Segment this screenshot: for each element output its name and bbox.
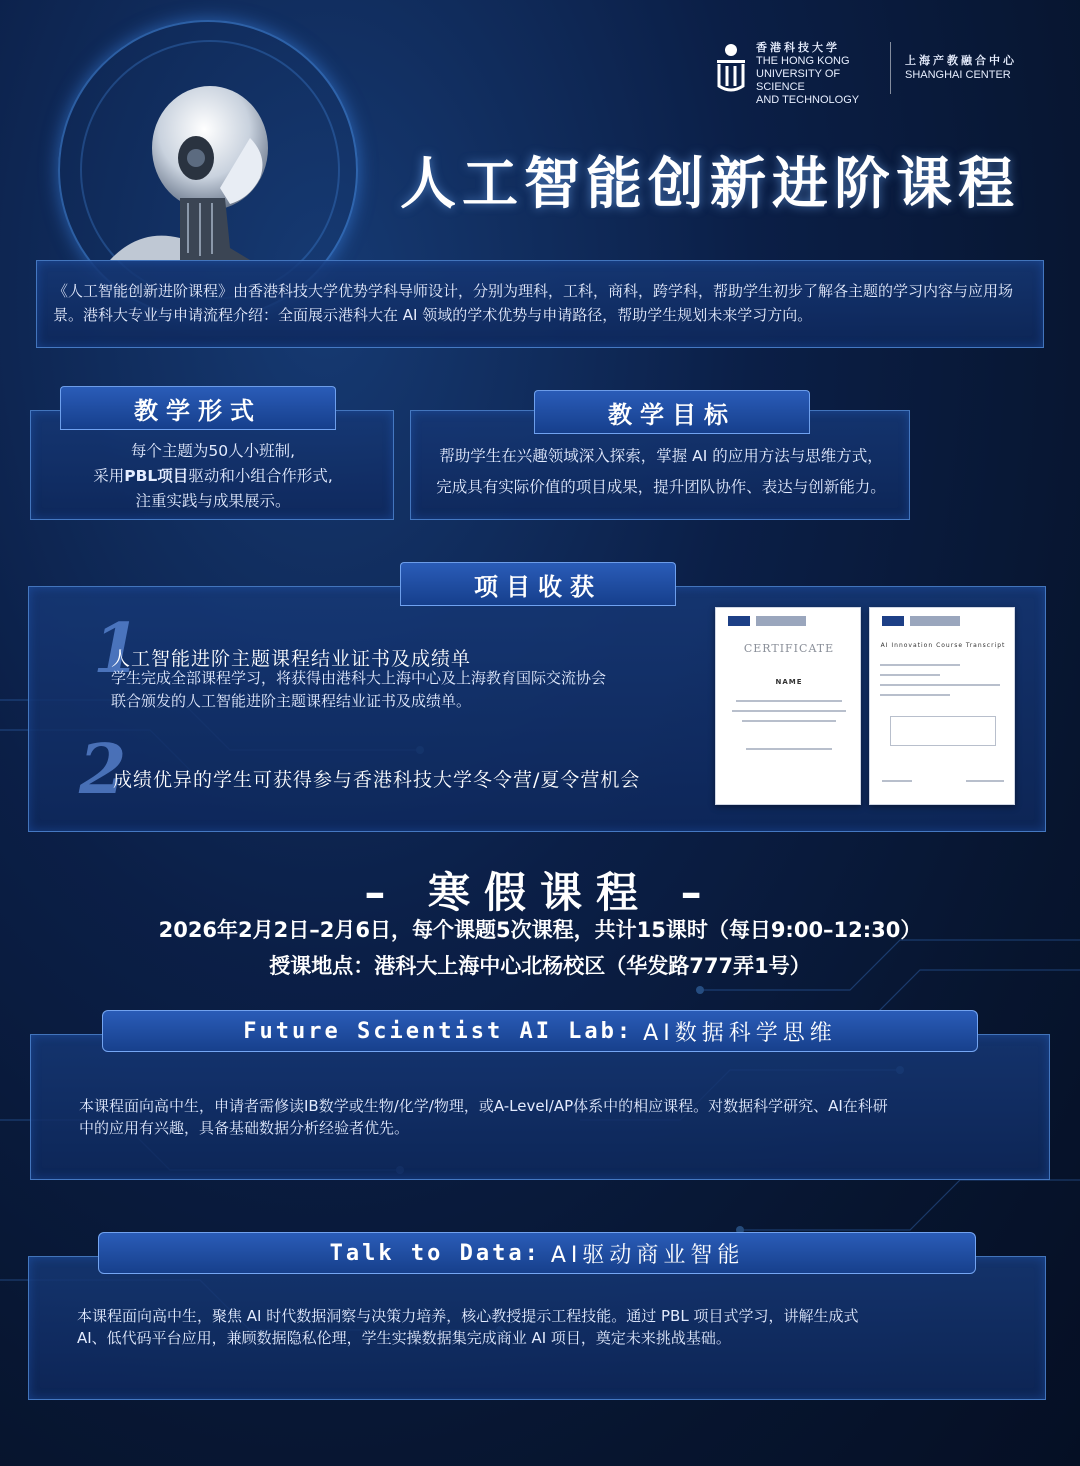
gains-panel (28, 586, 1046, 832)
gains-tab: 项目收获 (400, 562, 676, 606)
course1-desc: 本课程面向高中生，申请者需修读IB数学或生物/化学/物理，或A-Level/AP体系中的相应课程。对数据科学研究、AI在科研中的应用有兴趣，具备基础数据分析经验者优先。 (79, 1097, 888, 1137)
transcript-line (882, 780, 912, 782)
course2-desc: 本课程面向高中生，聚焦 AI 时代数据洞察与决策力培养，核心教授提示工程技能。通过 PBL 项目式学习，讲解生成式 AI、低代码平台应用，兼顾数据隐私伦理，学生实操数据集完成商业 AI 项目，奠定未来挑战基础。 (77, 1307, 859, 1347)
cert-line (732, 710, 846, 712)
hkust-en-line3: AND TECHNOLOGY (756, 94, 860, 106)
logo-divider (890, 42, 891, 94)
center-en-name: SHANGHAI CENTER (905, 69, 1011, 81)
hkust-name (756, 42, 886, 107)
transcript-line (880, 684, 1000, 686)
transcript-line (880, 664, 960, 666)
teaching-goal-text (411, 441, 911, 503)
teaching-goal-line2: 完成具有实际价值的项目成果，提升团队协作、表达与创新能力。 (436, 478, 886, 496)
teaching-goal-tab: 教学目标 (534, 390, 810, 434)
transcript-title: AI Innovation Course Transcript (880, 642, 1006, 649)
course1-title-en: Future Scientist AI Lab: (243, 1018, 634, 1044)
cert-line (742, 720, 836, 722)
item1-title: 人工智能进阶主题课程结业证书及成绩单 (111, 648, 472, 670)
transcript-logo-2 (910, 616, 960, 626)
teaching-format-line3: 注重实践与成果展示。 (135, 492, 291, 510)
intro-panel (36, 260, 1044, 348)
cert-line (736, 700, 842, 702)
cert-logo (728, 616, 750, 626)
winter-location: 授课地点：港科大上海中心北杨校区（华发路777弄1号） (269, 954, 811, 978)
page-title: 人工智能创新进阶课程 (400, 152, 1020, 217)
course1-title-cn: AI数据科学思维 (643, 1020, 837, 1046)
course2-panel (28, 1256, 1046, 1400)
item2-number: 2 (79, 730, 127, 810)
center-cn-name: 上海产教融合中心 (905, 55, 1017, 67)
shanghai-center-name (905, 42, 1017, 82)
teaching-format-tab: 教学形式 (60, 386, 336, 430)
teaching-format-line2-bold: PBL项目 (124, 467, 189, 485)
teaching-format-line2-post: 驱动和小组合作形式, (188, 467, 333, 485)
course2-tab (98, 1232, 976, 1274)
item1-desc (111, 667, 711, 713)
item1-desc-line2: 联合颁发的人工智能进阶主题课程结业证书及成绩单。 (111, 692, 472, 710)
transcript-image (869, 607, 1015, 805)
hkust-emblem-icon (714, 42, 748, 94)
teaching-format-line2-pre: 采用 (93, 467, 125, 485)
transcript-table (890, 716, 996, 746)
course1-panel (30, 1034, 1050, 1180)
transcript-line (880, 694, 950, 696)
transcript-line (880, 674, 940, 676)
course2-title-en: Talk to Data: (329, 1240, 541, 1266)
item1-desc-line1: 学生完成全部课程学习，将获得由港科大上海中心及上海教育国际交流协会 (111, 669, 607, 687)
course2-title-cn: AI驱动商业智能 (550, 1242, 745, 1268)
header-logos (714, 42, 1054, 106)
winter-course-title: – 寒假课程 – (364, 868, 716, 917)
hkust-cn-name: 香港科技大学 (756, 42, 840, 54)
teaching-format-line1: 每个主题为50人小班制, (130, 442, 296, 460)
cert-line (746, 748, 832, 750)
robot-illustration (100, 78, 280, 260)
intro-text: 《人工智能创新进阶课程》由香港科技大学优势学科导师设计，分别为理科，工科，商科，跨学科，帮助学生初步了解各主题的学习内容与应用场景。港科大专业与申请流程介绍：全面展示港科大在 AI 领域的学术优势与申请路径，帮助学生规划未来学习方向。 (53, 282, 1014, 324)
teaching-format-line2 (31, 464, 395, 489)
item1-number: 1 (93, 609, 141, 689)
course1-tab (102, 1010, 978, 1052)
hkust-en-line2: UNIVERSITY OF SCIENCE (756, 68, 841, 93)
hkust-en-line1: THE HONG KONG (756, 55, 850, 67)
certificate-image (715, 607, 861, 805)
cert-logo-2 (756, 616, 806, 626)
item2-title: 成绩优异的学生可获得参与香港科技大学冬令营/夏令营机会 (113, 769, 641, 791)
cert-name: NAME (775, 678, 803, 686)
cert-title: CERTIFICATE (743, 642, 835, 655)
teaching-format-text (31, 439, 395, 514)
winter-schedule: 2026年2月2日–2月6日，每个课题5次课程，共计15课时（每日9:00–12:30） (158, 918, 922, 942)
transcript-line (966, 780, 1004, 782)
teaching-goal-line1: 帮助学生在兴趣领域深入探索，掌握 AI 的应用方法与思维方式， (439, 447, 883, 465)
transcript-logo (882, 616, 904, 626)
